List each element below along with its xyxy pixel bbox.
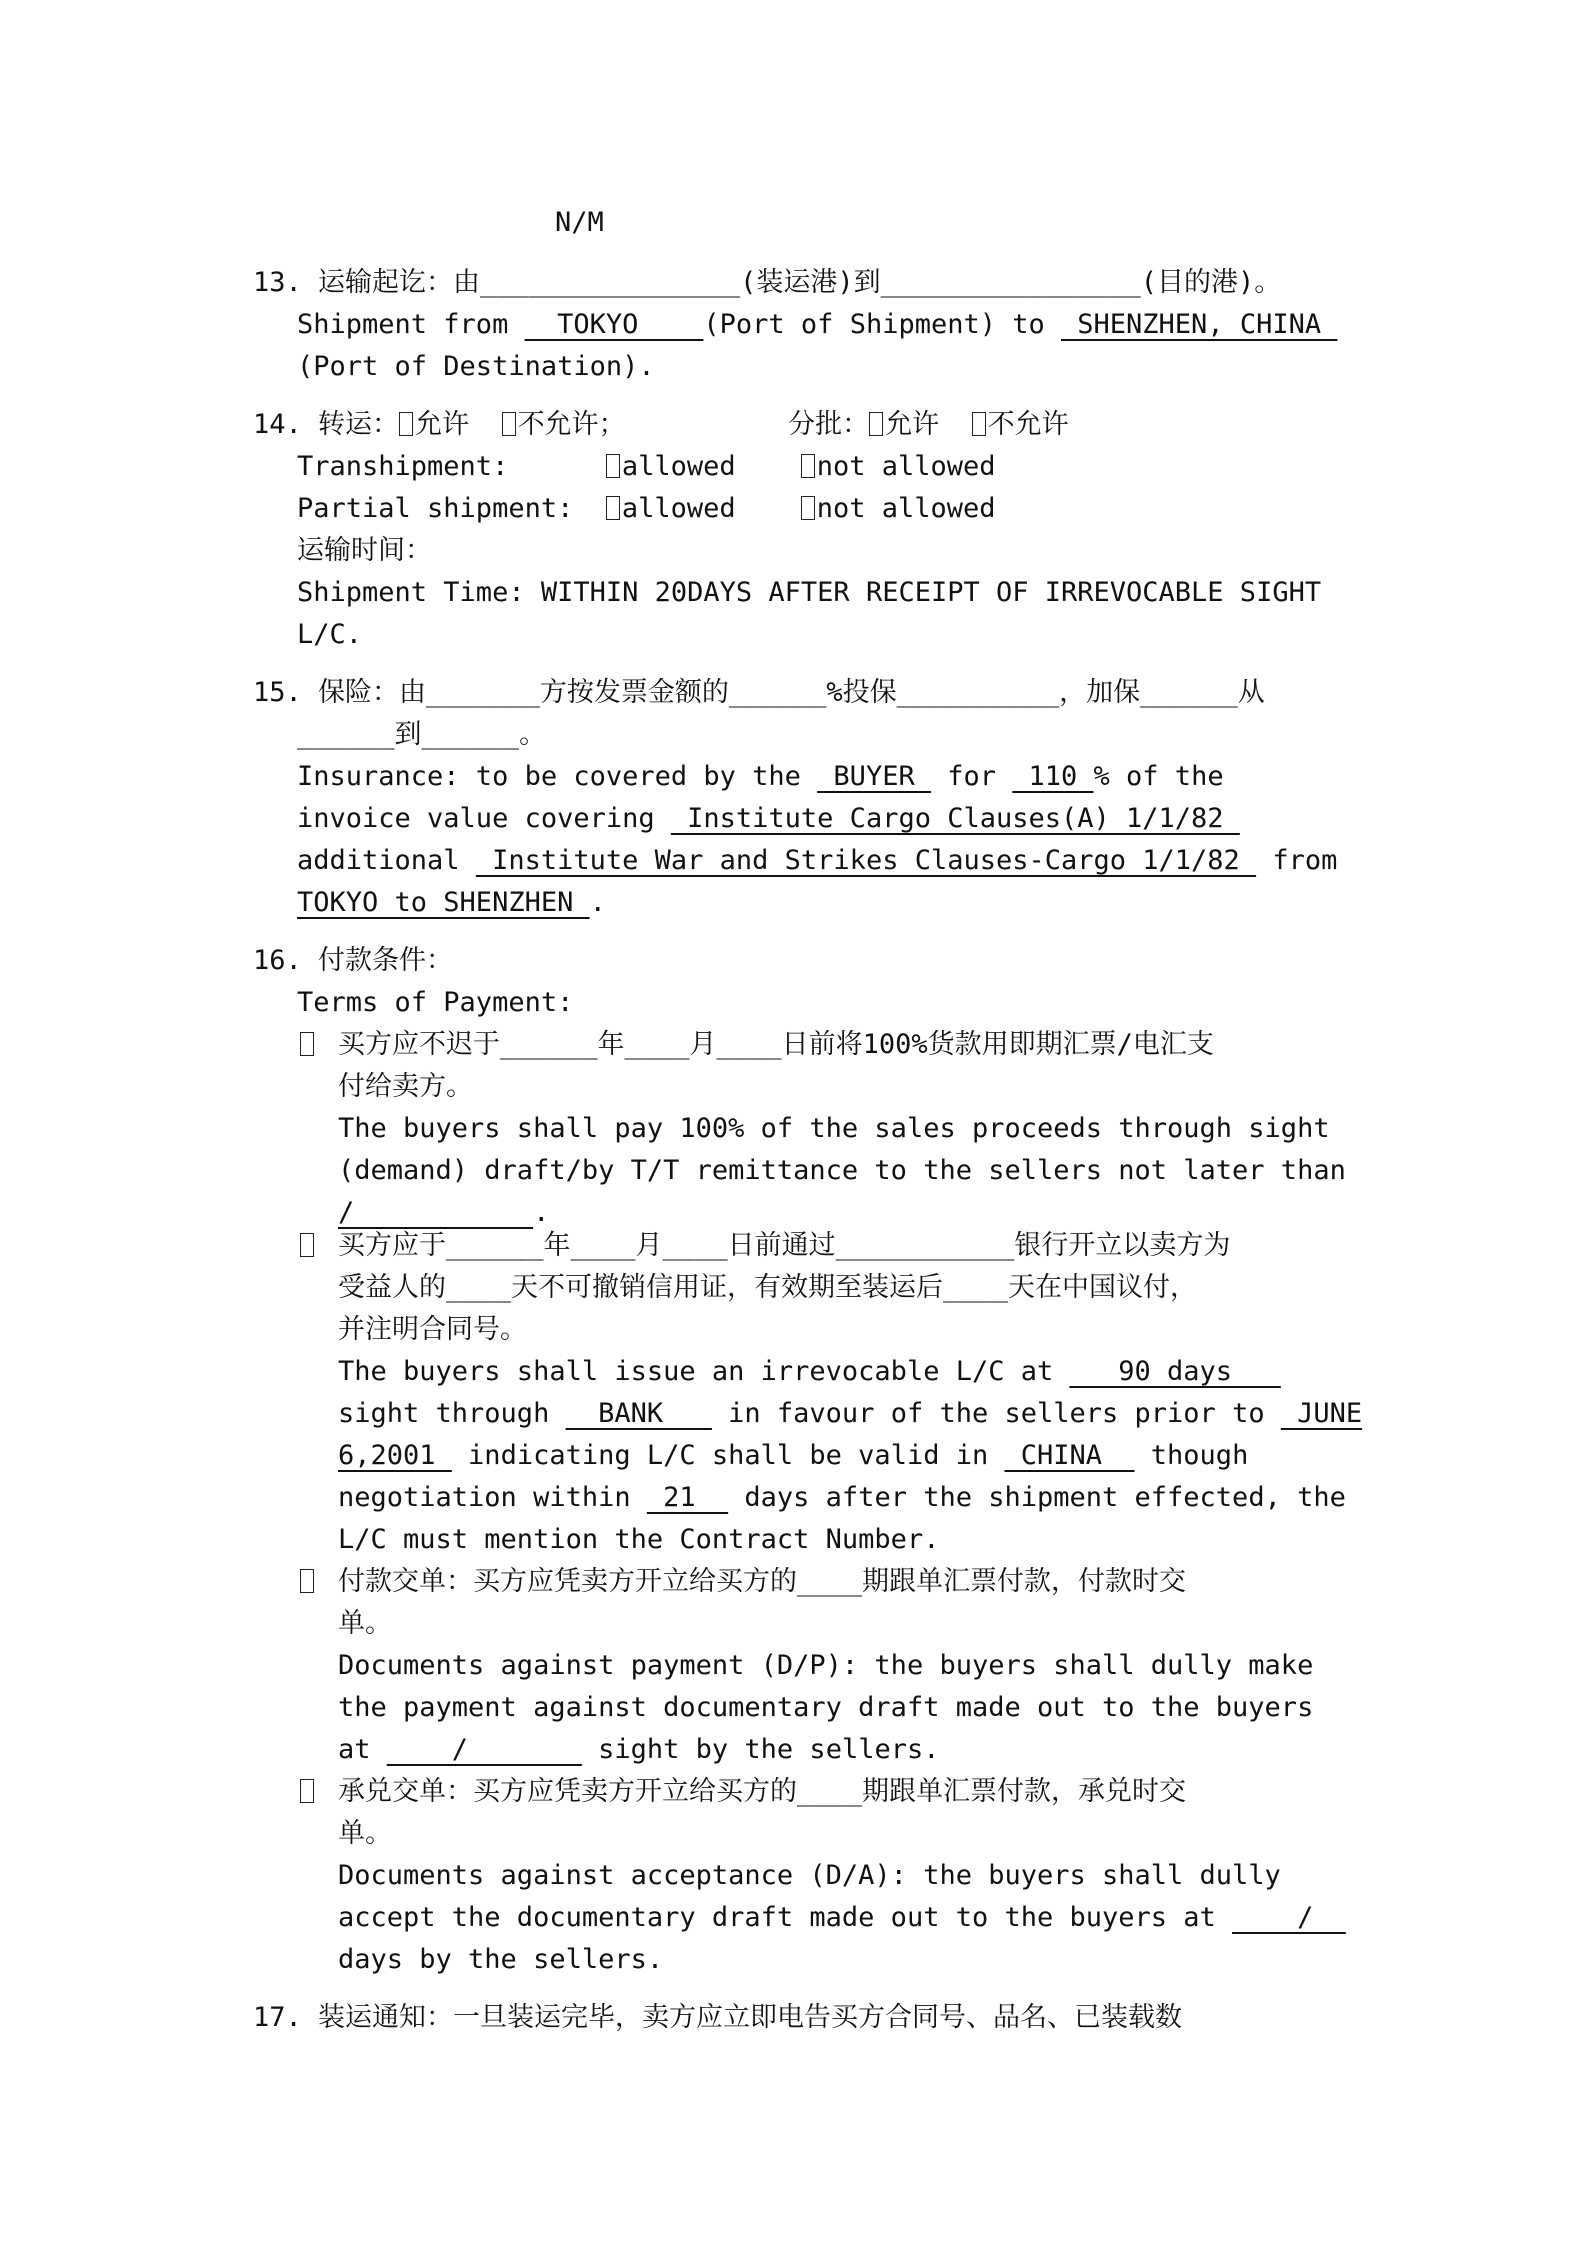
insurance-cn-text: 保险：由_______方按发票金额的______%投保__________，加保______从	[318, 677, 1265, 708]
term-3-en-2: the payment against documentary draft made out to the buyers	[338, 1692, 1314, 1723]
shipping-mark: N/M	[555, 207, 604, 238]
section-number: 17.	[253, 2002, 302, 2033]
term-4-en-text: accept the documentary draft made out to the buyers at	[338, 1902, 1233, 1933]
term-2-en-text: though	[1134, 1440, 1249, 1471]
term-4-cn-end: 单。	[338, 1818, 392, 1849]
term-3-en-text: sight by the sellers.	[581, 1734, 940, 1765]
allowed-label: allowed	[621, 451, 736, 482]
not-allowed-cn-label: 不允许	[987, 409, 1069, 440]
dp-sight-field[interactable]: /	[386, 1734, 582, 1765]
term-1-cn: 买方应不迟于______年____月____日前将100%货款用即期汇票/电汇支	[338, 1029, 1214, 1060]
latest-date-field[interactable]: /	[338, 1197, 534, 1228]
checkbox-icon[interactable]	[801, 496, 815, 520]
insurance-en-line-4	[297, 882, 606, 924]
payment-cn-title: 付款条件：	[318, 945, 454, 976]
term-2-en-text: The buyers shall issue an irrevocable L/C at	[338, 1356, 1070, 1387]
lc-country-field[interactable]: CHINA	[1004, 1440, 1135, 1471]
term-2-en	[338, 1351, 1281, 1393]
additional-clause-field[interactable]: Institute War and Strikes Clauses-Cargo 1/1/82	[475, 845, 1257, 876]
insurance-en-text: % of the	[1093, 761, 1224, 792]
insurance-en-line-1	[297, 756, 1224, 798]
term-1-en: The buyers shall pay 100% of the sales proceeds through sight	[338, 1113, 1330, 1144]
term-2-en-text: in favour of the sellers prior to	[711, 1398, 1281, 1429]
term-4-cn: 承兑交单：买方应凭卖方开立给买方的____期跟单汇票付款，承兑时交	[338, 1776, 1187, 1807]
term-2-en-5: L/C must mention the Contract Number.	[338, 1524, 940, 1555]
section-13-en-end: (Port of Destination).	[297, 351, 655, 382]
lc-date-field[interactable]: 6,2001	[338, 1440, 452, 1471]
shipment-en-text: (Port of Shipment) to	[703, 309, 1062, 340]
checkbox-icon[interactable]	[300, 1233, 314, 1257]
lc-days-field[interactable]: 90 days	[1069, 1356, 1281, 1387]
section-17-cn	[253, 1997, 1182, 2039]
term-1-en-2: (demand) draft/by T/T remittance to the sellers not later than	[338, 1155, 1346, 1186]
transhipment-cn-label: 转运：	[318, 409, 400, 440]
term-2-en-text: negotiation within	[338, 1482, 647, 1513]
checkbox-icon[interactable]	[869, 412, 883, 436]
insurance-en-text: for	[930, 761, 1013, 792]
checkbox-icon[interactable]	[606, 496, 620, 520]
port-of-destination-field[interactable]: SHENZHEN, CHINA	[1061, 309, 1338, 340]
checkbox-icon[interactable]	[300, 1569, 314, 1593]
term-2-en-text: sight through	[338, 1398, 566, 1429]
section-15-cn	[253, 672, 1265, 714]
partial-shipment-row	[297, 488, 996, 530]
insurance-en-text: additional	[297, 845, 476, 876]
section-number: 14.	[253, 409, 302, 440]
term-4-en-2	[338, 1897, 1346, 1939]
term-3-cn-end: 单。	[338, 1608, 392, 1639]
insurance-en-line-2	[297, 798, 1240, 840]
partial-cn-label: 分批：	[788, 409, 870, 440]
section-14-cn	[253, 404, 1069, 446]
checkbox-icon[interactable]	[300, 1032, 314, 1056]
insured-party-field[interactable]: BUYER	[817, 761, 931, 792]
insured-percent-field[interactable]: 110	[1012, 761, 1094, 792]
not-allowed-label: not allowed	[816, 451, 996, 482]
section-number: 16.	[253, 945, 302, 976]
term-1-end: .	[533, 1197, 550, 1228]
shipment-cn-text: 运输起讫：由________________(装运港)到________________(目的港)。	[318, 267, 1282, 298]
insurance-en-text: invoice value covering	[297, 803, 671, 834]
insurance-en-line-3	[297, 840, 1337, 882]
checkbox-icon[interactable]	[972, 412, 986, 436]
section-13-cn	[253, 262, 1281, 304]
allowed-cn-label: 允许	[415, 409, 470, 440]
insurance-route-field[interactable]: TOKYO to SHENZHEN	[297, 887, 590, 918]
term-2-cn-2: 受益人的____天不可撤销信用证，有效期至装运后____天在中国议付，	[338, 1272, 1198, 1303]
not-allowed-label: not allowed	[816, 493, 996, 524]
term-2-en-3	[338, 1435, 1248, 1477]
transhipment-label: Transhipment:	[297, 451, 509, 482]
term-2-cn-3: 并注明合同号。	[338, 1314, 527, 1345]
checkbox-icon[interactable]	[300, 1779, 314, 1803]
insurance-en-text: from	[1256, 845, 1338, 876]
shipping-notice-cn-text: 装运通知：一旦装运完毕，卖方应立即电告买方合同号、品名、已装载数	[318, 2002, 1183, 2033]
term-3-cn: 付款交单：买方应凭卖方开立给买方的____期跟单汇票付款，付款时交	[338, 1566, 1187, 1597]
payment-en-title: Terms of Payment:	[297, 987, 574, 1018]
term-4-en: Documents against acceptance (D/A): the buyers shall dully	[338, 1860, 1281, 1891]
term-2-en-4	[338, 1477, 1346, 1519]
term-1-cn-end: 付给卖方。	[338, 1071, 473, 1102]
term-3-en: Documents against payment (D/P): the buyers shall dully make	[338, 1650, 1314, 1681]
insurance-en-text: Insurance: to be covered by the	[297, 761, 818, 792]
not-allowed-cn-label: 不允许；	[517, 409, 626, 440]
section-13-en	[297, 304, 1337, 346]
shipment-time-en: Shipment Time: WITHIN 20DAYS AFTER RECEIPT OF IRREVOCABLE SIGHT	[297, 577, 1322, 608]
coverage-clause-field[interactable]: Institute Cargo Clauses(A) 1/1/82	[670, 803, 1240, 834]
port-of-shipment-field[interactable]: TOKYO	[524, 309, 704, 340]
term-2-en-2	[338, 1393, 1362, 1435]
term-4-en-3: days by the sellers.	[338, 1944, 664, 1975]
transhipment-row	[297, 446, 996, 488]
term-3-en-3	[338, 1729, 939, 1771]
term-2-en-text: indicating L/C shall be valid in	[451, 1440, 1005, 1471]
section-15-cn-end: ______到______。	[297, 719, 547, 750]
bank-field[interactable]: BANK	[565, 1398, 712, 1429]
shipment-time-cn: 运输时间：	[297, 535, 432, 566]
shipment-en-text: Shipment from	[297, 309, 525, 340]
checkbox-icon[interactable]	[606, 454, 620, 478]
section-16-cn	[253, 940, 453, 982]
allowed-cn-label: 允许	[885, 409, 940, 440]
negotiation-days-field[interactable]: 21	[646, 1482, 729, 1513]
partial-shipment-label: Partial shipment:	[297, 493, 574, 524]
lc-date-field[interactable]: JUNE	[1280, 1398, 1363, 1429]
term-3-en-text: at	[338, 1734, 387, 1765]
checkbox-icon[interactable]	[801, 454, 815, 478]
term-2-en-text: days after the shipment effected, the	[728, 1482, 1346, 1513]
term-2-cn: 买方应于______年____月____日前通过___________银行开立以卖方为	[338, 1230, 1231, 1261]
checkbox-icon[interactable]	[502, 412, 516, 436]
allowed-label: allowed	[621, 493, 736, 524]
checkbox-icon[interactable]	[399, 412, 413, 436]
section-number: 13.	[253, 267, 302, 298]
da-days-field[interactable]: /	[1232, 1902, 1346, 1933]
shipment-time-en-end: L/C.	[297, 619, 363, 650]
section-number: 15.	[253, 677, 302, 708]
insurance-en-text: .	[589, 887, 606, 918]
